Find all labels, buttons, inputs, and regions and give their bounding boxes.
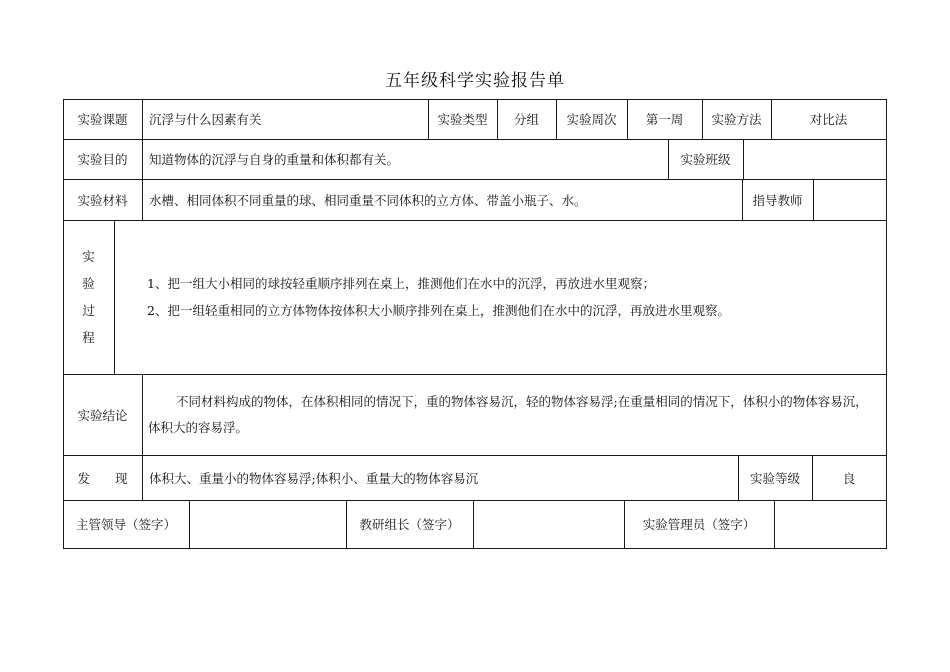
- conclusion-text: 不同材料构成的物体，在体积相同的情况下，重的物体容易沉，轻的物体容易浮;在重量相同的情况下，体积小的物体容易沉，体积大的容易浮。: [148, 393, 868, 435]
- teacher-label: 指导教师: [752, 192, 803, 208]
- process-label-char: 实: [82, 249, 95, 264]
- process-step-2: 2、把一组轻重相同的立方体物体按体积大小顺序排列在桌上，推测他们在水中的沉浮，再放进水里观察。: [147, 303, 730, 318]
- leader-signature-field[interactable]: [189, 500, 346, 548]
- admin-signature-label: 实验管理员（签字）: [642, 517, 756, 532]
- leader-signature-label: 主管领导（签字）: [75, 517, 176, 532]
- class-label: 实验班级: [680, 152, 731, 167]
- topic-value[interactable]: 沉浮与什么因素有关: [149, 112, 262, 127]
- week-value[interactable]: 第一周: [645, 112, 684, 127]
- conclusion-label: 实验结论: [77, 407, 128, 423]
- materials-value[interactable]: 水槽、相同体积不同重量的球、相同重量不同体积的立方体、带盖小瓶子、水。: [149, 192, 587, 208]
- purpose-value[interactable]: 知道物体的沉浮与自身的重量和体积都有关。: [149, 152, 400, 167]
- process-step-1: 1、把一组大小相同的球按轻重顺序排列在桌上，推测他们在水中的沉浮，再放进水里观察；: [147, 276, 655, 291]
- process-content[interactable]: [114, 220, 886, 374]
- process-label-char: 过: [82, 303, 95, 318]
- grade-label: 实验等级: [749, 470, 800, 486]
- report-title: 五年级科学实验报告单: [385, 71, 565, 91]
- finding-value[interactable]: 体积大、重量小的物体容易浮;体积小、重量大的物体容易沉: [149, 470, 479, 486]
- type-label: 实验类型: [437, 112, 488, 127]
- teacher-value[interactable]: [813, 179, 886, 220]
- class-value[interactable]: [743, 139, 886, 179]
- week-label: 实验周次: [566, 112, 617, 127]
- grade-value[interactable]: 良: [842, 470, 856, 486]
- method-label: 实验方法: [711, 112, 762, 127]
- research-signature-field[interactable]: [473, 500, 624, 548]
- admin-signature-field[interactable]: [774, 500, 886, 548]
- process-label: [63, 220, 114, 374]
- purpose-label: 实验目的: [77, 152, 128, 167]
- method-value[interactable]: 对比法: [809, 112, 848, 127]
- process-label-char: 验: [82, 276, 95, 291]
- materials-label: 实验材料: [77, 192, 128, 208]
- research-signature-label: 教研组长（签字）: [359, 517, 460, 532]
- process-label-char: 程: [82, 330, 95, 345]
- finding-label: 发 现: [77, 470, 128, 486]
- conclusion-content[interactable]: [142, 374, 886, 455]
- topic-label: 实验课题: [77, 112, 128, 127]
- type-value[interactable]: 分组: [513, 112, 539, 127]
